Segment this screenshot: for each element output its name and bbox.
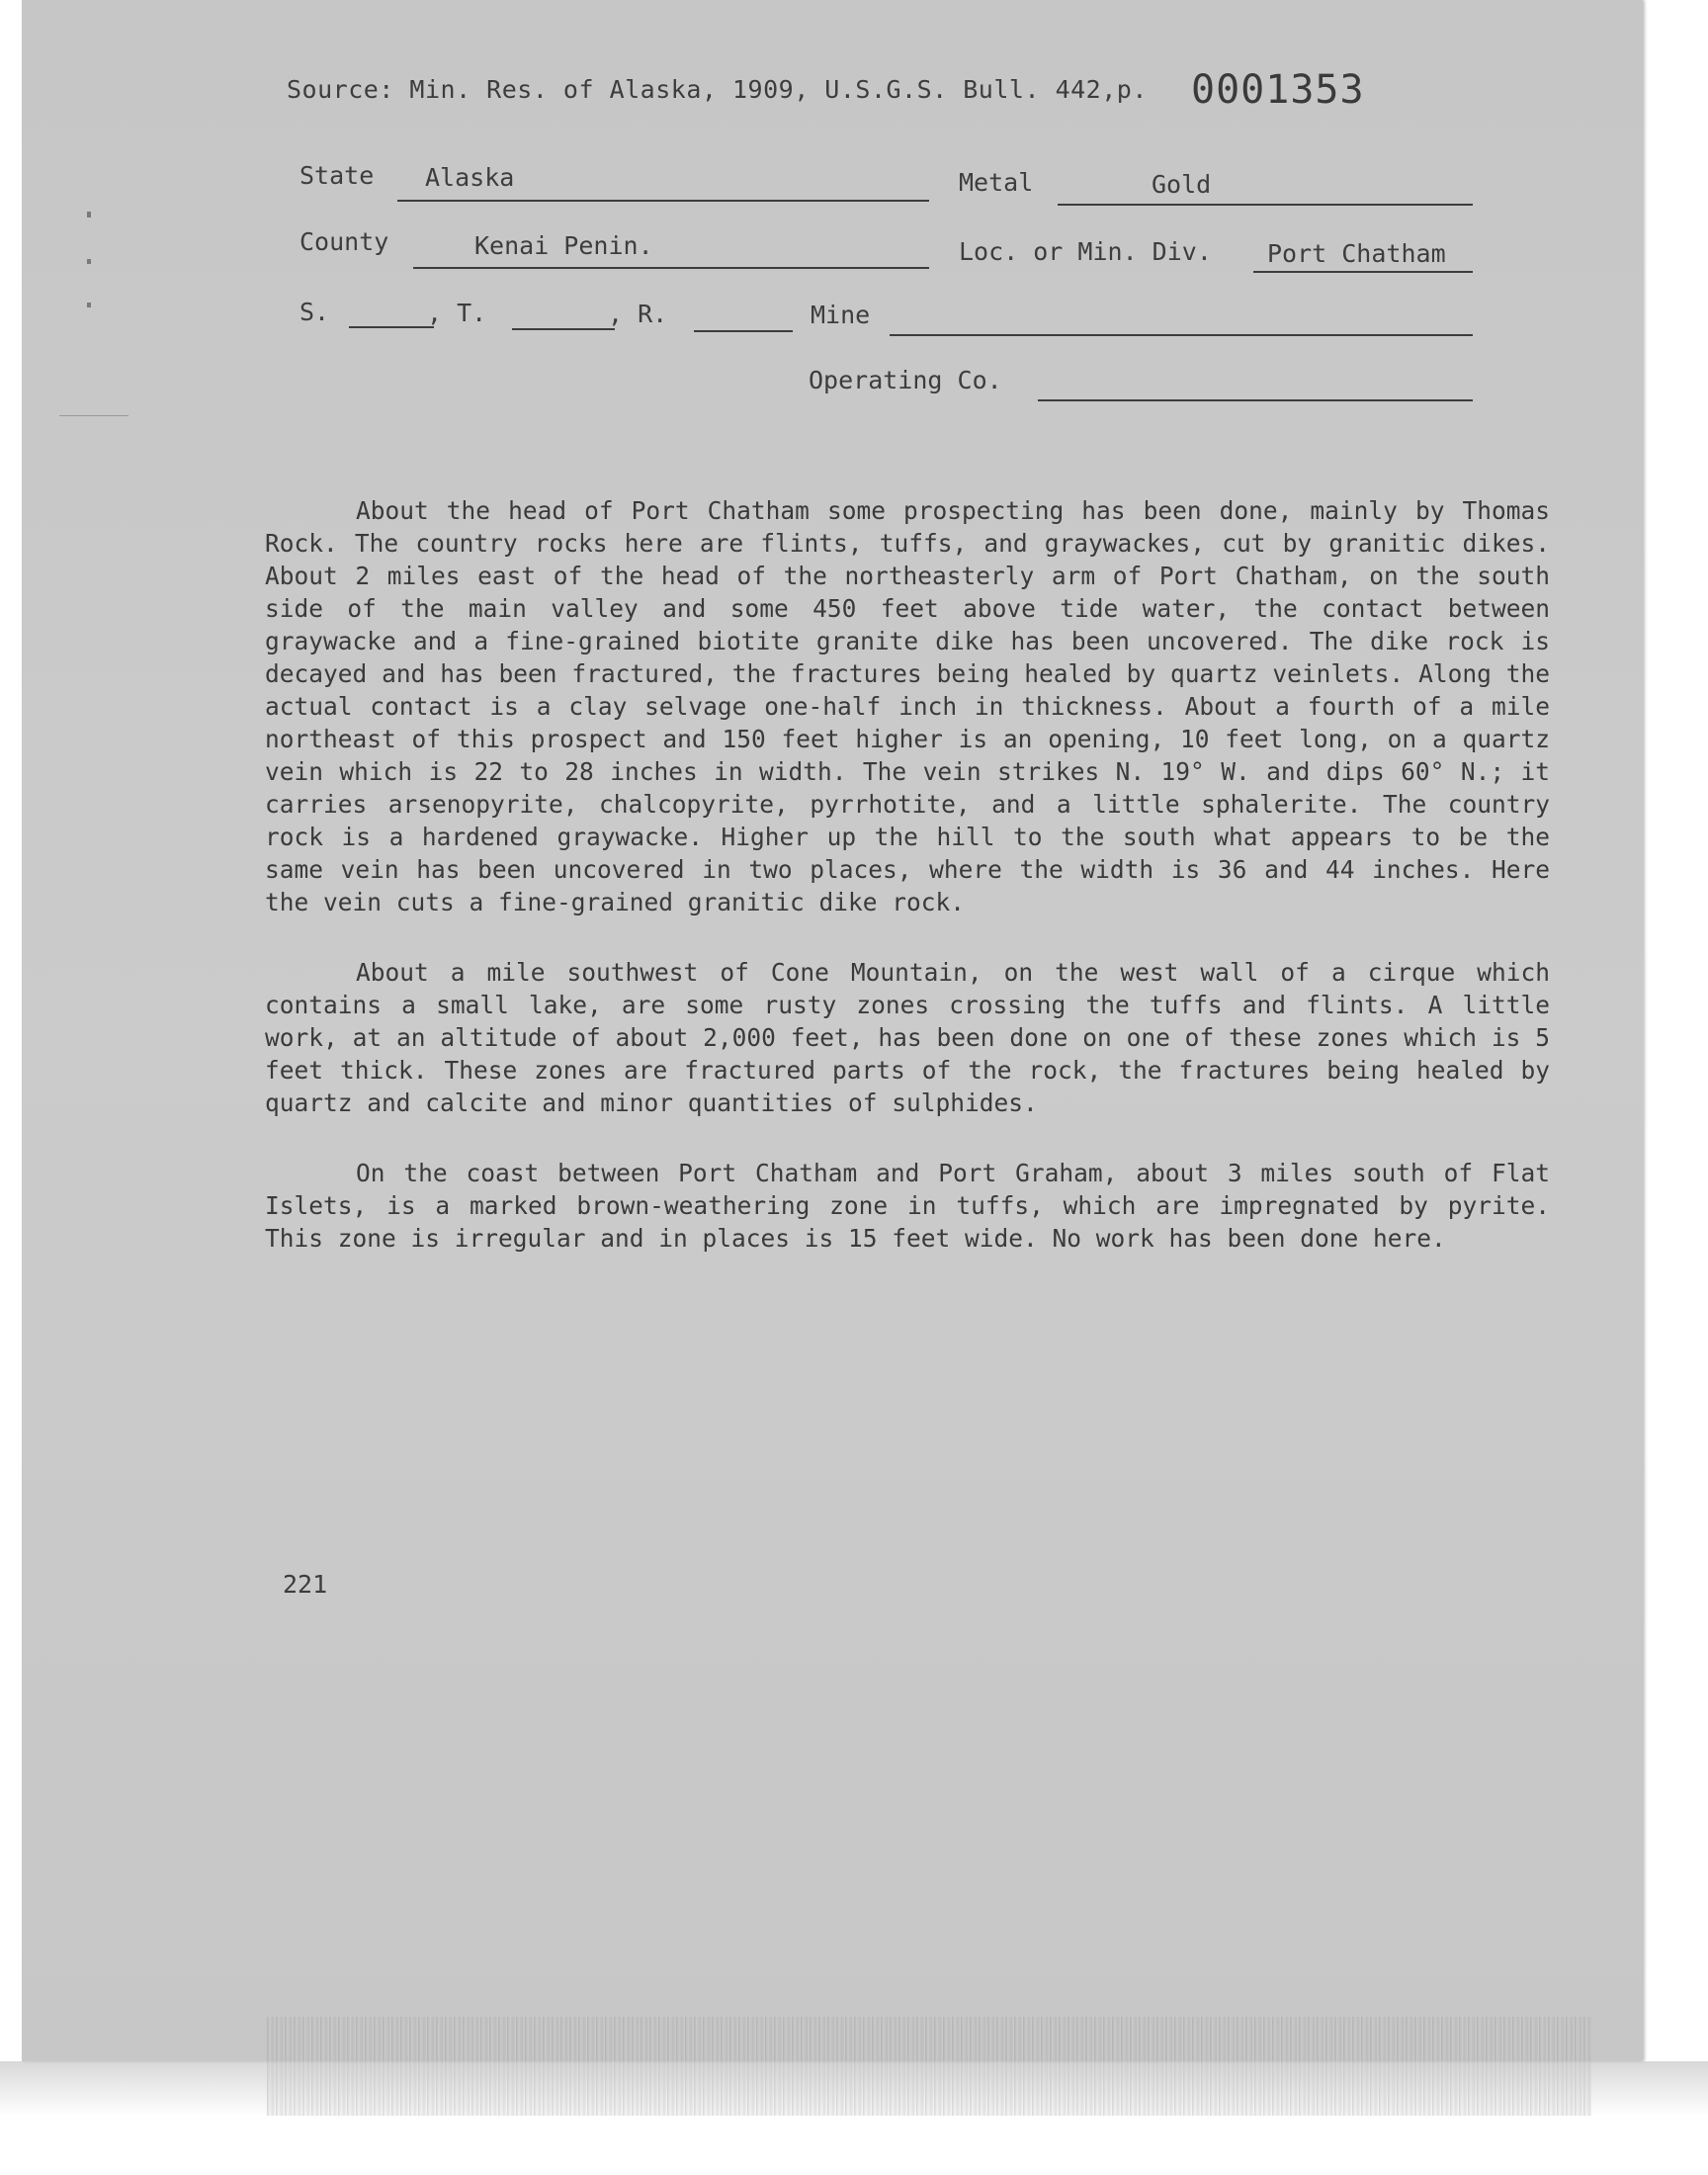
state-value: Alaska — [425, 163, 515, 192]
margin-speck — [87, 303, 91, 307]
margin-speck — [87, 212, 91, 218]
source-citation: Source: Min. Res. of Alaska, 1909, U.S.G.S. Bull. 442,p. — [287, 75, 1148, 104]
state-label: State — [299, 161, 375, 190]
margin-speck — [87, 259, 91, 264]
paragraph-port-chatham: About the head of Port Chatham some prospecting has been done, mainly by Thomas Rock. The country rocks here are flints, tuffs, and graywackes, cut by granitic dikes. About 2 miles east of the head of the northeasterly arm of Port Chatham, on the south side of the main valley and some 450 feet above tide water, the contact between graywacke and a fine-grained biotite granite dike has been uncovered. The dike rock is decayed and has been fractured, the fractures being healed by quartz veinlets. Along the actual contact is a clay selvage one-half inch in thickness. About a fourth of a mile northeast of this prospect and 150 feet higher is an opening, 10 feet long, on a quartz vein which is 22 to 28 inches in width. The vein strikes N. 19° W. and dips 60° N.; it carries arsenopyrite, chalcopyrite, pyrrhotite, and a little sphalerite. The country rock is a hardened graywacke. Higher up the hill to the south what appears to be the same vein has been uncovered in two places, where the width is 36 and 44 inches. Here the vein cuts a fine-grained granitic dike rock. — [265, 496, 1550, 916]
page-number: 221 — [283, 1570, 328, 1599]
state-rule — [397, 200, 929, 202]
operating-co-label: Operating Co. — [809, 366, 1002, 394]
margin-fold-line — [59, 415, 128, 416]
stamp-number: 0001353 — [1191, 67, 1365, 113]
operating-co-rule — [1038, 399, 1473, 401]
loc-label: Loc. or Min. Div. — [959, 237, 1212, 266]
township-rule — [512, 328, 615, 330]
loc-rule — [1253, 271, 1473, 273]
scan-edge — [0, 2061, 1708, 2116]
paragraph-port-graham: On the coast between Port Chatham and Port Graham, about 3 miles south of Flat Islets, is a marked brown-weathering zone in tuffs, which are impregnated by pyrite. This zone is irregular and in places is 15 feet wide. No work has been done here. — [265, 1159, 1550, 1253]
report-body — [265, 494, 1550, 1292]
metal-label: Metal — [959, 168, 1034, 197]
mine-rule — [890, 334, 1473, 336]
section-rule — [349, 326, 434, 328]
county-label: County — [299, 227, 389, 256]
county-value: Kenai Penin. — [474, 231, 653, 260]
range-rule — [694, 330, 793, 332]
paragraph-cone-mountain: About a mile southwest of Cone Mountain, on the west wall of a cirque which contains a small lake, are some rusty zones crossing the tuffs and flints. A little work, at an altitude of about 2,000 feet, has been done on one of these zones which is 5 feet thick. These zones are fractured parts of the rock, the fractures being healed by quartz and calcite and minor quantities of sulphides. — [265, 958, 1550, 1117]
township-label: , T. — [427, 299, 487, 327]
mine-label: Mine — [811, 301, 871, 329]
county-rule — [413, 267, 929, 269]
loc-value: Port Chatham — [1267, 239, 1446, 268]
metal-value: Gold — [1152, 170, 1212, 199]
section-label: S. — [299, 298, 330, 326]
range-label: , R. — [608, 300, 668, 328]
metal-rule — [1058, 204, 1473, 206]
